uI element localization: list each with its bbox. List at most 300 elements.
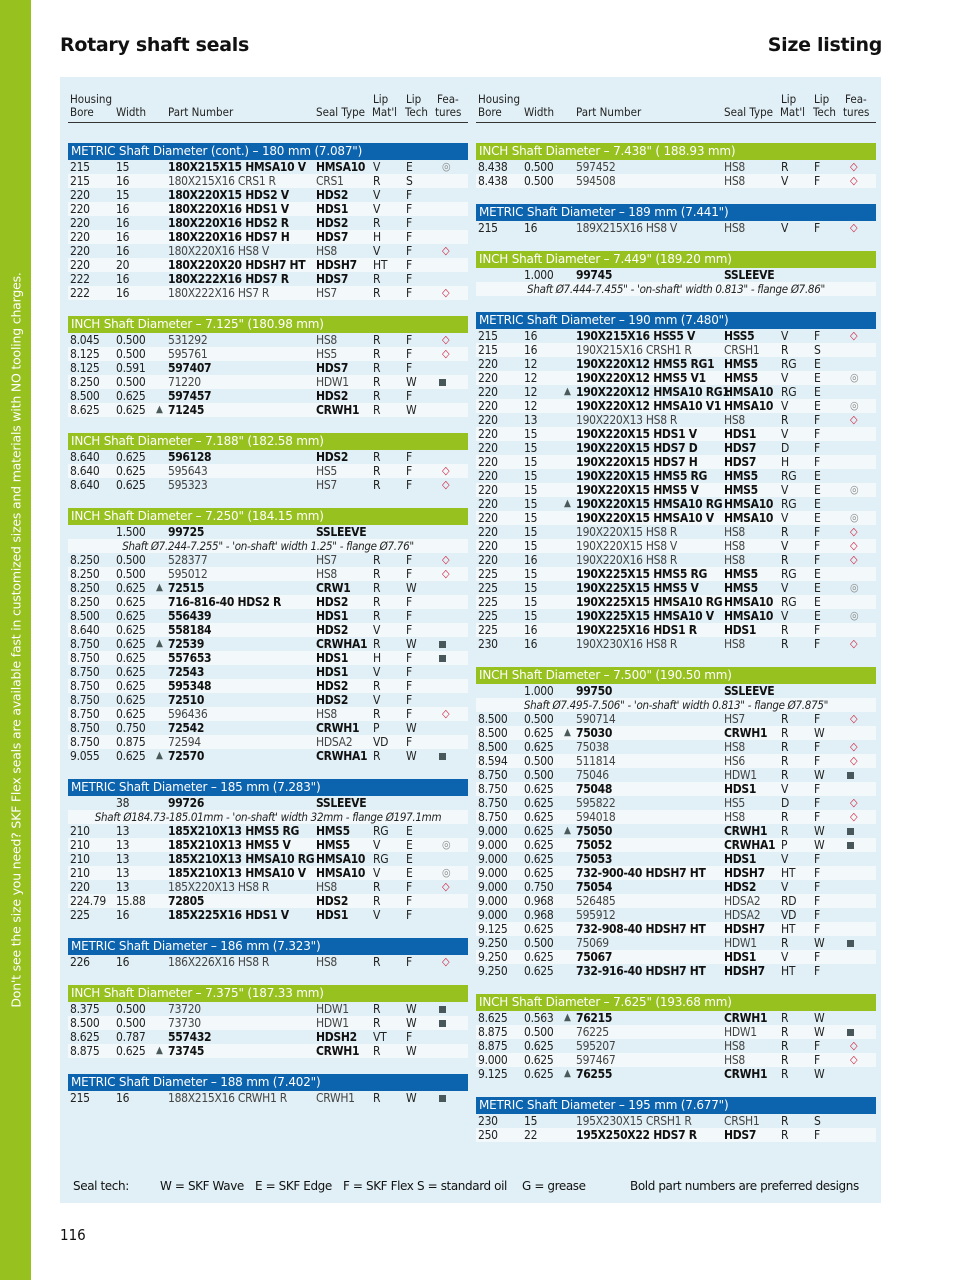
section-rows [476,329,876,651]
lip-tech-cell: F [814,782,820,796]
lip-material-cell: R [781,1025,789,1039]
seal-type-cell: CRWH1 [724,726,768,740]
part-number-cell: 75048 [576,782,613,796]
header-tech: Tech [813,105,836,119]
seal-type-cell: HDS2 [316,894,349,908]
lip-tech-cell: W [814,936,825,950]
part-number-cell: 188X215X16 CRWH1 R [168,1091,287,1105]
width-cell: 0.625 [116,403,146,417]
part-number-cell: 528377 [168,553,208,567]
lip-material-cell: R [781,1114,789,1128]
right-sections [476,143,876,1158]
lip-tech-cell: F [406,389,412,403]
part-number-cell: 190X220X15 HMS5 V [576,483,699,497]
seal-type-cell: CRW1 [316,581,351,595]
header-lip1: Lip [373,92,389,106]
part-number-cell: 597457 [168,389,212,403]
table-row [476,581,876,595]
shaft-section [476,994,876,1097]
seal-type-cell: HDSH7 [724,866,765,880]
table-row [68,651,468,665]
table-row [476,413,876,427]
width-cell: 13 [116,866,130,880]
lip-tech-cell: F [814,525,820,539]
section-gap [476,1081,876,1097]
lip-tech-cell: F [406,880,412,894]
lip-material-cell: RG [781,567,797,581]
seal-type-cell: HDS2 [724,880,757,894]
lip-tech-cell: F [406,188,412,202]
part-number-cell: 99750 [576,684,613,698]
table-row [476,796,876,810]
seal-type-cell: HMSA10 [316,160,366,174]
width-cell: 15 [524,497,538,511]
table-row [476,922,876,936]
diamond-icon: ◇ [442,333,450,346]
legend-label: Seal tech: [73,1179,129,1193]
width-cell: 0.625 [116,581,146,595]
lip-tech-cell: F [406,553,412,567]
circle-icon: ◎ [850,511,859,524]
legend-grease: G = grease [522,1179,586,1193]
seal-type-cell: SSLEEVE [316,796,367,810]
metric-section-title: METRIC Shaft Diameter – 189 mm (7.441") [476,204,876,221]
square-icon [847,940,854,947]
square-icon [439,1020,446,1027]
seal-type-cell: CRWH1 [724,1067,768,1081]
seal-type-cell: HMS5 [724,567,758,581]
lip-material-cell: R [373,333,381,347]
table-row [476,782,876,796]
table-row [68,230,468,244]
part-number-cell: 75053 [576,852,613,866]
width-cell: 0.625 [524,922,554,936]
table-row [68,707,468,721]
section-gap [68,1105,468,1121]
seal-type-cell: SSLEEVE [316,525,367,539]
lip-material-cell: V [781,782,789,796]
part-number-cell: 185X225X16 HDS1 V [168,908,289,922]
lip-material-cell: R [781,1039,789,1053]
table-row [68,216,468,230]
table-row [68,1091,468,1105]
section-gap [68,417,468,433]
seal-type-cell: CRSH1 [724,343,760,357]
square-icon [439,753,446,760]
bore-cell: 8.500 [478,712,508,726]
table-row [476,385,876,399]
section-rows [476,268,876,296]
part-number-cell: 189X215X16 HS8 V [576,221,678,235]
lip-material-cell: R [373,450,381,464]
seal-type-cell: HS8 [724,160,745,174]
table-row [68,258,468,272]
lip-material-cell: R [373,1091,381,1105]
width-cell: 16 [116,955,130,969]
bore-cell: 8.640 [70,464,100,478]
section-rows [68,955,468,969]
lip-tech-cell: F [406,333,412,347]
bore-cell: 220 [478,483,498,497]
seal-type-cell: HDSA2 [724,894,761,908]
width-cell: 0.625 [524,782,554,796]
bore-cell: 8.750 [70,651,100,665]
lip-material-cell: V [373,665,381,679]
seal-type-cell: CRWHA1 [316,749,368,763]
seal-type-cell: CRWH1 [724,1011,768,1025]
lip-material-cell: H [373,230,381,244]
table-row [68,450,468,464]
lip-material-cell: R [781,623,789,637]
lip-material-cell: R [781,712,789,726]
part-number-cell: 595012 [168,567,208,581]
lip-tech-cell: F [814,964,820,978]
table-row [68,286,468,300]
lip-tech-cell: F [406,347,412,361]
table-row [68,553,468,567]
lip-tech-cell: F [406,665,412,679]
lip-material-cell: R [781,740,789,754]
part-number-cell: 195X250X22 HDS7 R [576,1128,697,1142]
part-number-cell: 190X225X15 HMSA10 RG [576,595,723,609]
lip-material-cell: R [373,1016,381,1030]
lip-material-cell: RG [781,595,797,609]
part-number-cell: 180X215X15 HMSA10 V [168,160,306,174]
width-cell: 0.625 [524,824,554,838]
table-row [476,852,876,866]
part-number-cell: 99726 [168,796,205,810]
width-cell: 0.500 [116,1002,146,1016]
seal-type-cell: HMSA10 [724,399,774,413]
lip-tech-cell: F [406,955,412,969]
width-cell: 0.625 [116,679,146,693]
inch-section-title: INCH Shaft Diameter – 7.438" ( 188.93 mm) [476,143,876,160]
bore-cell: 8.750 [478,796,508,810]
bore-cell: 8.750 [478,768,508,782]
lip-material-cell: H [373,651,381,665]
lip-tech-cell: F [814,740,820,754]
lip-tech-cell: F [406,894,412,908]
inch-section-title: INCH Shaft Diameter – 7.188" (182.58 mm) [68,433,468,450]
lip-tech-cell: E [406,838,413,852]
lip-material-cell: R [373,216,381,230]
table-row [68,824,468,838]
lip-tech-cell: F [406,272,412,286]
lip-material-cell: R [781,1067,789,1081]
inch-section-title: INCH Shaft Diameter – 7.500" (190.50 mm) [476,667,876,684]
part-number-cell: 72510 [168,693,205,707]
width-cell: 0.500 [524,1025,554,1039]
lip-tech-cell: F [814,329,820,343]
seal-type-cell: HS8 [724,525,745,539]
table-row [476,712,876,726]
seal-type-cell: HDW1 [724,768,757,782]
part-number-cell: 72543 [168,665,205,679]
lip-material-cell: P [781,838,788,852]
lip-material-cell: R [373,174,381,188]
seal-type-cell: HDS1 [724,950,757,964]
lip-tech-cell: F [814,1039,820,1053]
lip-material-cell: HT [781,922,796,936]
lip-tech-cell: E [814,371,821,385]
lip-tech-cell: W [406,581,417,595]
lip-tech-cell: F [814,539,820,553]
width-cell: 15 [524,441,538,455]
lip-tech-cell: F [814,637,820,651]
table-row [476,726,876,740]
lip-material-cell: R [373,707,381,721]
width-cell: 12 [524,357,538,371]
section-rows [476,221,876,235]
part-number-cell: 75054 [576,880,613,894]
bore-cell: 9.000 [478,824,508,838]
part-number-cell: 595348 [168,679,212,693]
part-number-cell: 190X220X12 HMSA10 RG1 [576,385,730,399]
bore-cell: 220 [478,553,498,567]
bore-cell: 230 [478,637,498,651]
shaft-section [476,143,876,204]
width-cell: 0.625 [116,665,146,679]
lip-material-cell: RD [781,894,797,908]
table-row [476,160,876,174]
part-number-cell: 75067 [576,950,613,964]
width-cell: 0.625 [116,389,146,403]
width-cell: 0.625 [116,609,146,623]
lip-material-cell: V [781,221,789,235]
legend-footer [60,1169,881,1203]
square-feature-icon [842,1025,858,1039]
lip-material-cell: R [373,679,381,693]
width-cell: 16 [116,1091,130,1105]
bore-cell: 8.750 [70,637,100,651]
width-cell: 0.750 [116,721,146,735]
bore-cell: 8.640 [70,450,100,464]
bore-cell: 8.250 [70,581,100,595]
width-cell: 16 [524,553,538,567]
lip-material-cell: R [373,581,381,595]
seal-type-cell: HS8 [724,539,745,553]
table-row [68,1030,468,1044]
lip-tech-cell: F [814,866,820,880]
lip-material-cell: R [781,343,789,357]
lip-tech-cell: F [814,712,820,726]
lip-material-cell: V [373,202,381,216]
lip-tech-cell: F [406,286,412,300]
part-number-cell: 72542 [168,721,205,735]
seal-type-cell: HS6 [724,754,745,768]
section-rows [68,525,468,763]
table-row [476,894,876,908]
diamond-icon: ◇ [442,553,450,566]
part-number-cell: 76255 [576,1067,613,1081]
width-cell: 12 [524,371,538,385]
square-feature-icon [842,838,858,852]
triangle-icon: ▲ [156,582,163,593]
table-row [68,1016,468,1030]
lip-tech-cell: W [406,637,417,651]
part-number-cell: 190X220X12 HMS5 RG1 [576,357,715,371]
bore-cell: 215 [70,1091,90,1105]
lip-tech-cell: F [814,1053,820,1067]
table-row [476,268,876,282]
table-row [68,244,468,258]
width-cell: 16 [116,272,130,286]
width-cell: 1.000 [524,268,554,282]
lip-tech-cell: E [814,609,821,623]
width-cell: 0.968 [524,894,554,908]
table-row [476,455,876,469]
seal-type-cell: SSLEEVE [724,268,775,282]
square-feature-icon [434,1016,450,1030]
lip-tech-cell: E [814,385,821,399]
bore-cell: 220 [478,441,498,455]
part-number-cell: 73730 [168,1016,201,1030]
column-header [68,77,468,123]
circle-icon: ◎ [850,483,859,496]
bore-cell: 220 [478,455,498,469]
part-number-cell: 99725 [168,525,205,539]
width-cell: 22 [524,1128,538,1142]
lip-tech-cell: F [814,894,820,908]
width-cell: 16 [116,174,130,188]
lip-material-cell: R [373,464,381,478]
part-number-cell: 716-816-40 HDS2 R [168,595,282,609]
lip-material-cell: RG [781,497,797,511]
table-row [68,894,468,908]
section-gap [68,492,468,508]
part-number-cell: 190X220X12 HMS5 V1 [576,371,706,385]
width-cell: 16 [116,216,130,230]
part-number-cell: 190X220X15 HMS5 RG [576,469,708,483]
shaft-section [476,204,876,251]
seal-type-cell: HMSA10 [316,866,366,880]
inch-section-title: INCH Shaft Diameter – 7.375" (187.33 mm) [68,985,468,1002]
bore-cell: 225 [478,623,498,637]
bore-cell: 220 [70,216,90,230]
lip-material-cell: R [373,403,381,417]
bore-cell: 9.250 [478,950,508,964]
lip-tech-cell: W [406,1044,417,1058]
table-row [68,880,468,894]
seal-type-cell: HDSA2 [316,735,353,749]
width-cell: 16 [524,329,538,343]
lip-material-cell: V [781,581,789,595]
seal-type-cell: HDS2 [316,450,349,464]
width-cell: 0.500 [116,375,146,389]
lip-tech-cell: W [814,768,825,782]
lip-material-cell: R [373,1044,381,1058]
metric-section-title: METRIC Shaft Diameter – 185 mm (7.283") [68,779,468,796]
square-feature-icon [434,637,450,651]
lip-material-cell: R [373,880,381,894]
width-cell: 0.625 [116,637,146,651]
lip-tech-cell: W [814,838,825,852]
square-icon [847,772,854,779]
section-gap [68,763,468,779]
lip-material-cell: V [781,329,789,343]
legend-edge: E = SKF Edge [255,1179,332,1193]
triangle-icon: ▲ [564,498,571,509]
triangle-icon: ▲ [564,727,571,738]
part-number-cell: 75030 [576,726,613,740]
width-cell: 15 [524,581,538,595]
bore-cell: 225 [478,609,498,623]
bore-cell: 225 [478,567,498,581]
table-row [68,478,468,492]
diamond-icon: ◇ [850,160,858,173]
part-number-cell: 595761 [168,347,208,361]
lip-tech-cell: E [814,581,821,595]
section-gap [68,969,468,985]
width-cell: 0.625 [524,796,554,810]
circle-icon: ◎ [850,581,859,594]
width-cell: 0.500 [524,712,554,726]
diamond-icon: ◇ [850,1053,858,1066]
table-row [68,347,468,361]
seal-type-cell: HMSA10 [316,852,366,866]
lip-tech-cell: W [406,375,417,389]
lip-tech-cell: F [406,735,412,749]
lip-tech-cell: F [814,160,820,174]
lip-material-cell: R [781,1128,789,1142]
table-row [68,389,468,403]
column-header [476,77,876,123]
table-row [476,483,876,497]
table-row [476,908,876,922]
diamond-icon: ◇ [850,712,858,725]
seal-type-cell: HS5 [316,464,337,478]
lip-tech-cell: W [406,749,417,763]
part-number-cell: 72539 [168,637,205,651]
diamond-icon: ◇ [850,525,858,538]
bore-cell: 222 [70,272,90,286]
seal-type-cell: CRWH1 [316,1044,360,1058]
table-row [68,361,468,375]
legend-wave: W = SKF Wave [160,1179,244,1193]
table-row [68,693,468,707]
table-row [68,333,468,347]
width-cell: 13 [116,880,130,894]
circle-icon: ◎ [850,609,859,622]
table-row [476,637,876,651]
part-number-cell: 526485 [576,894,616,908]
lip-tech-cell: F [814,922,820,936]
diamond-icon: ◇ [442,707,450,720]
bore-cell: 8.625 [70,1030,100,1044]
bore-cell: 8.750 [70,735,100,749]
width-cell: 12 [524,399,538,413]
seal-type-cell: HDS1 [724,782,757,796]
seal-type-cell: HMS5 [724,357,758,371]
lip-material-cell: V [781,539,789,553]
triangle-icon: ▲ [564,825,571,836]
width-cell: 0.625 [524,726,554,740]
seal-type-cell: HMSA10 [724,497,774,511]
table-row [476,950,876,964]
part-number-cell: 595912 [576,908,616,922]
seal-type-cell: HMS5 [724,371,758,385]
width-cell: 13 [116,838,130,852]
part-number-cell: 99745 [576,268,613,282]
metric-section-title: METRIC Shaft Diameter (cont.) – 180 mm (7.087") [68,143,468,160]
lip-material-cell: R [373,375,381,389]
lip-material-cell: H [781,455,789,469]
lip-material-cell: R [781,160,789,174]
seal-type-cell: HDS1 [316,651,349,665]
part-number-cell: 190X225X15 HMS5 RG [576,567,708,581]
part-number-cell: 190X220X16 HS8 R [576,553,678,567]
shaft-section [68,985,468,1074]
